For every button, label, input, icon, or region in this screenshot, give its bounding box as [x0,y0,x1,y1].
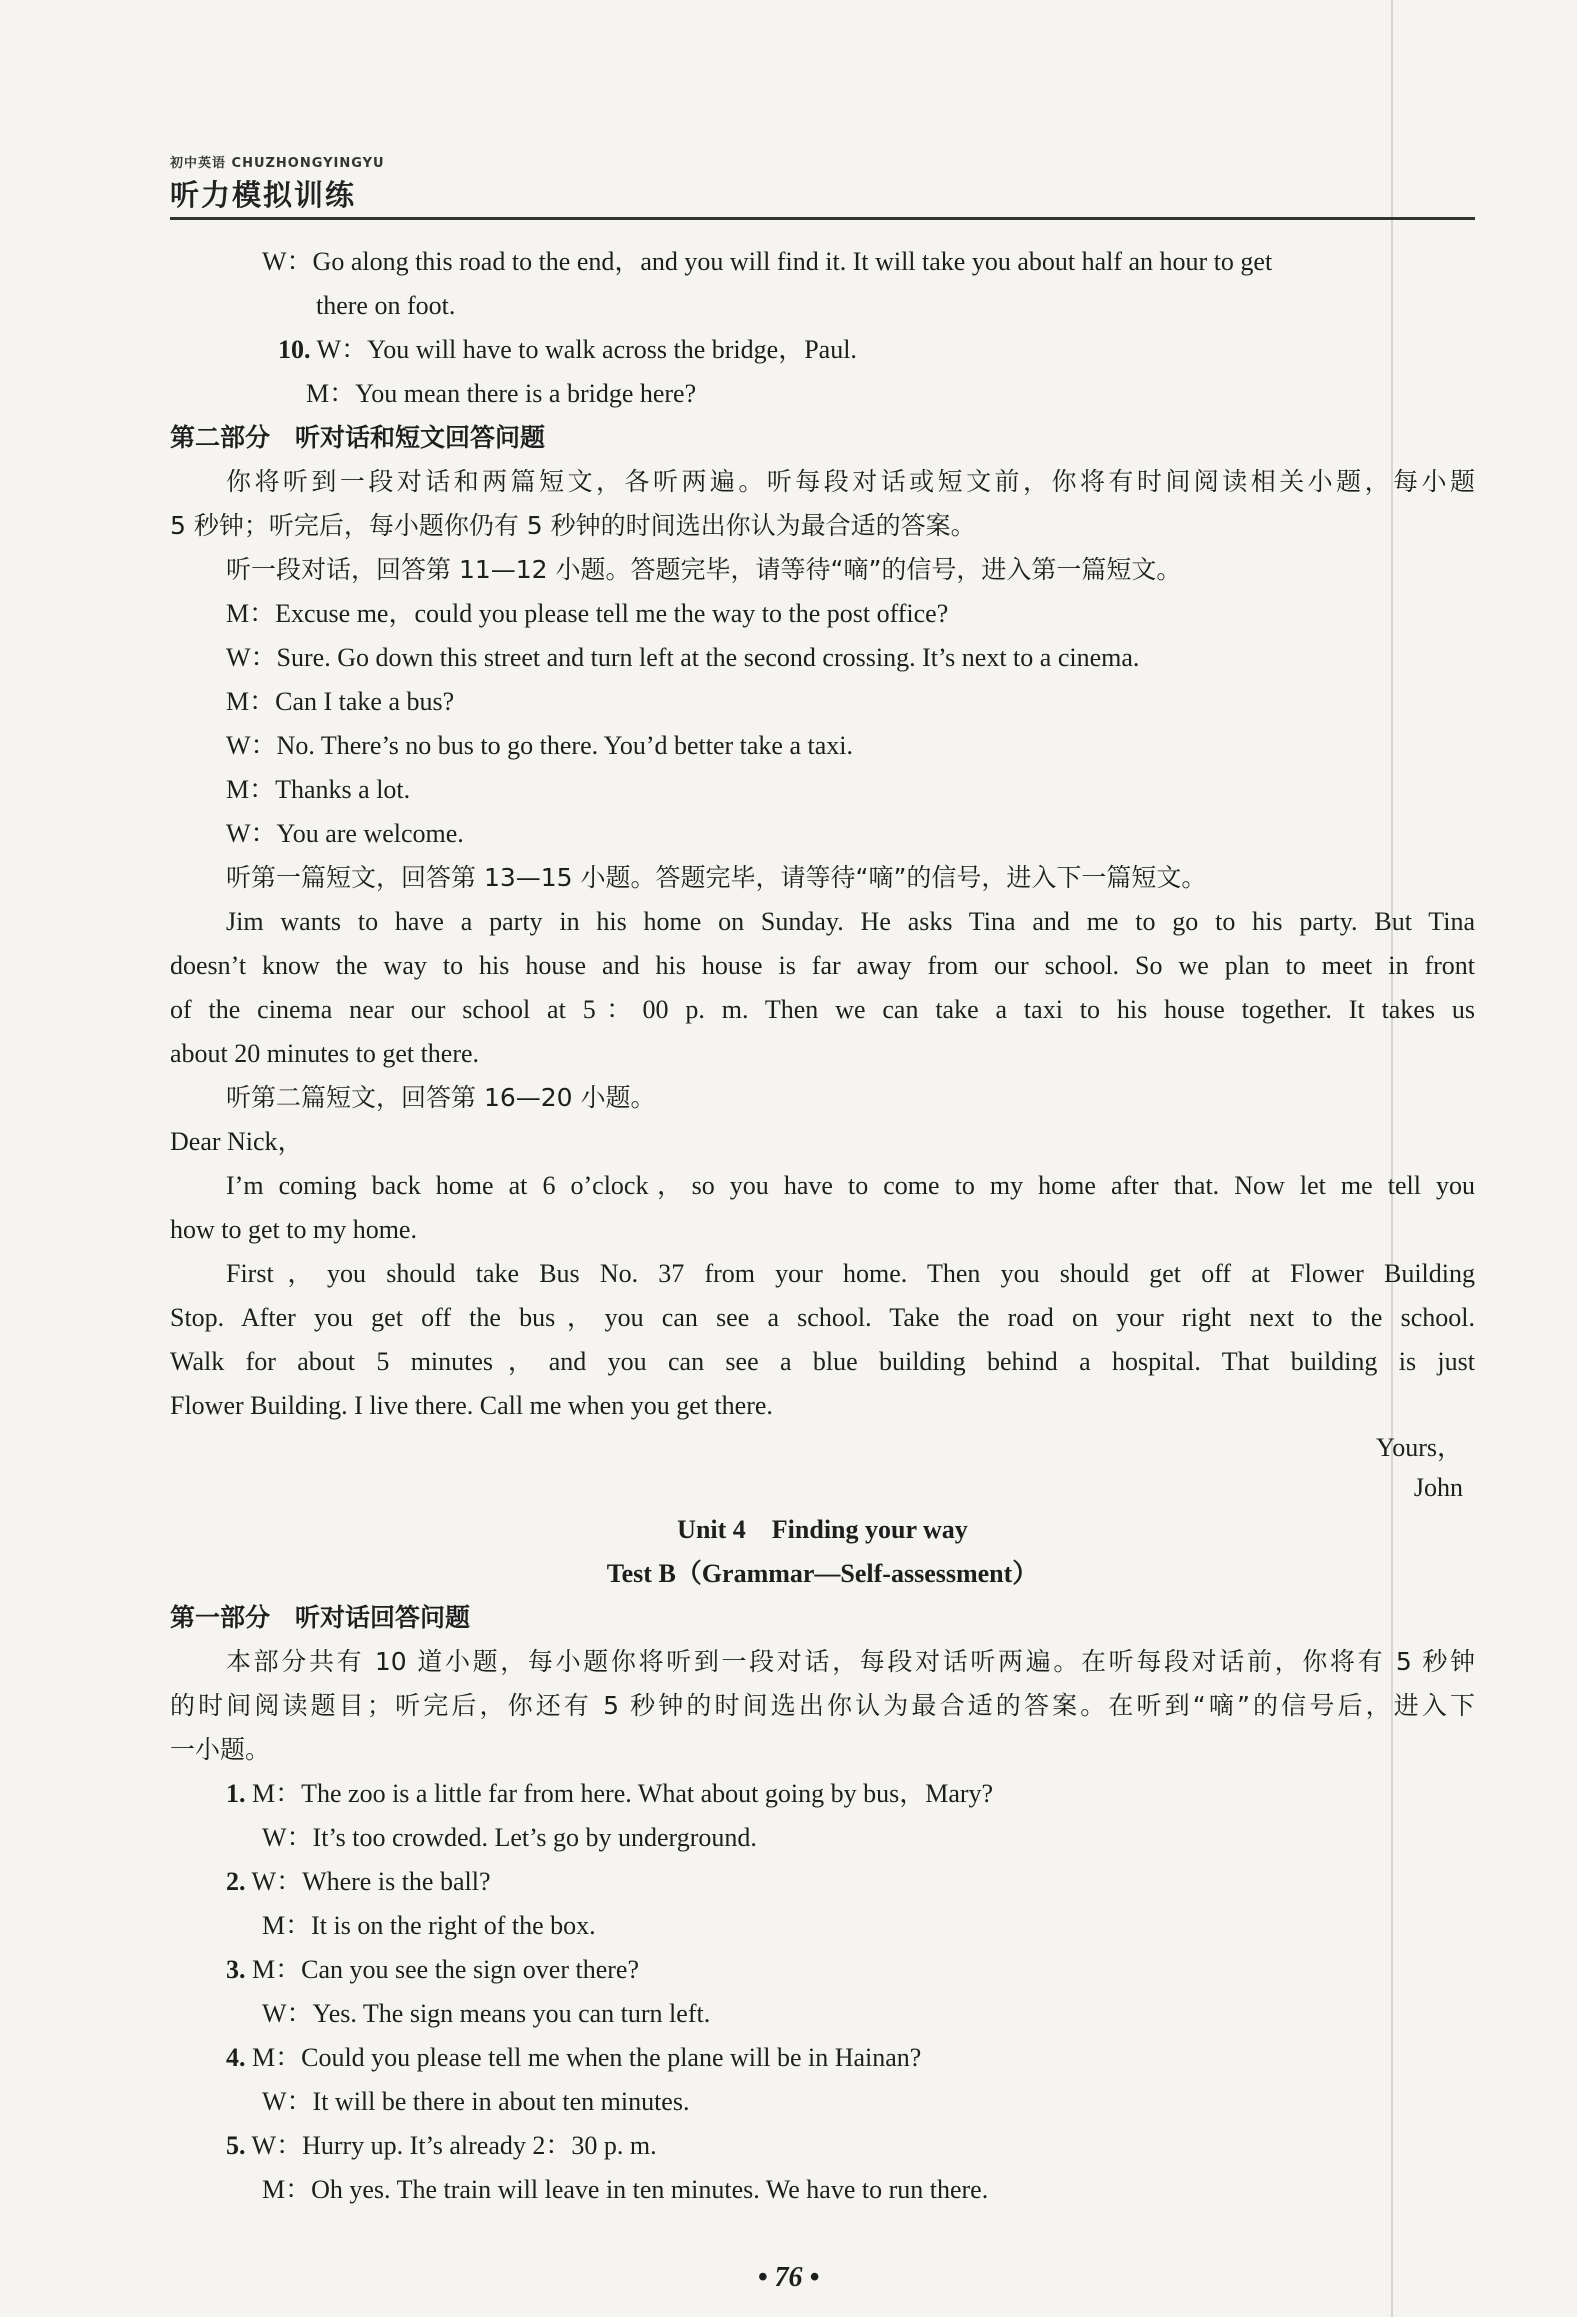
letter-line: Stop. After you get off the bus，you can see a school. Take the road on your right next to the school. [170,1303,1475,1332]
item-number: 5. [226,2131,246,2160]
letter-signature: John [1413,1473,1463,1502]
item-number: 4. [226,2043,246,2072]
dialogue-line: M：The zoo is a little far from here. What about going by bus，Mary? [252,1779,994,1808]
header-label: 初中英语 CHUZHONGYINGYU [170,156,385,171]
passage-line: doesn’t know the way to his house and his house is far away from our school. So we plan to meet in front [170,951,1475,980]
instruction-line: 本部分共有 10 道小题，每小题你将听到一段对话，每段对话听两遍。在听每段对话前，你将有 5 秒钟 [226,1647,1475,1676]
dialogue-line: W：No. There’s no bus to go there. You’d better take a taxi. [226,731,853,760]
page-header [170,152,1475,214]
letter-line: Walk for about 5 minutes，and you can see a blue building behind a hospital. That building is just [170,1347,1475,1376]
dialogue-item-5 [170,2124,1475,2168]
letter-line: how to get to my home. [170,1215,417,1244]
header-title: 听力模拟训练 [170,178,357,212]
dialogue-line: M：Excuse me，could you please tell me the way to the post office? [226,599,949,628]
dialogue-line: W：Hurry up. It’s already 2：30 p. m. [251,2131,657,2160]
dialogue-line: there on foot. [316,291,456,320]
instruction-line: 听一段对话，回答第 11—12 小题。答题完毕，请等待“嘀”的信号，进入第一篇短文。 [226,555,1182,584]
dialogue-item-2 [170,1860,1475,1904]
passage-line: about 20 minutes to get there. [170,1039,480,1068]
dialogue-item-3 [170,1948,1475,1992]
passage-line: of the cinema near our school at 5：00 p. m. Then we can take a taxi to his house together. It takes us [170,995,1475,1024]
dialogue-item-4 [170,2036,1475,2080]
dialogue-line: W：Yes. The sign means you can turn left. [262,1999,711,2028]
dialogue-line: W：Sure. Go down this street and turn left at the second crossing. It’s next to a cinema. [226,643,1140,672]
instruction-line: 5 秒钟；听完后，每小题你仍有 5 秒钟的时间选出你认为最合适的答案。 [170,511,976,540]
dialogue-line: M：You mean there is a bridge here? [306,379,697,408]
letter-line: First，you should take Bus No. 37 from your home. Then you should get off at Flower Building [226,1259,1475,1288]
dialogue-line: M：Could you please tell me when the plane will be in Hainan? [252,2043,922,2072]
instruction-line: 听第二篇短文，回答第 16—20 小题。 [226,1083,656,1112]
dialogue-line: M：It is on the right of the box. [262,1911,596,1940]
letter-greeting: Dear Nick， [170,1127,304,1156]
dialogue-line: W：It’s too crowded. Let’s go by underground. [262,1823,757,1852]
page-number: • 76 • [757,2262,820,2293]
instruction-line: 的时间阅读题目；听完后，你还有 5 秒钟的时间选出你认为最合适的答案。在听到“嘀”的信号后，进入下 [170,1691,1475,1720]
dialogue-line: W：You are welcome. [226,819,464,848]
dialogue-item-10 [170,328,1475,372]
letter-closing: Yours， [1376,1433,1463,1462]
instruction-line: 你将听到一段对话和两篇短文，各听两遍。听每段对话或短文前，你将有时间阅读相关小题，每小题 [226,467,1475,496]
section-heading: 第一部分 听对话回答问题 [170,1603,471,1632]
dialogue-line: M：Can you see the sign over there? [252,1955,640,1984]
unit-title: Unit 4 Finding your way [677,1515,968,1544]
dialogue-line: W：You will have to walk across the bridge，Paul. [316,335,857,364]
instruction-line: 听第一篇短文，回答第 13—15 小题。答题完毕，请等待“嘀”的信号，进入下一篇短文。 [226,863,1207,892]
dialogue-line: M：Thanks a lot. [226,775,411,804]
section-heading: 第二部分 听对话和短文回答问题 [170,423,546,452]
dialogue-item-1 [170,1772,1475,1816]
test-title: Test B（Grammar—Self-assessment） [606,1559,1039,1588]
item-number: 1. [226,1779,246,1808]
page-content [170,240,1475,2212]
item-number: 10. [278,335,311,364]
item-number: 2. [226,1867,246,1896]
item-number: 3. [226,1955,246,1984]
dialogue-line: W：Where is the ball? [251,1867,491,1896]
dialogue-line: M：Can I take a bus? [226,687,455,716]
passage-line: Jim wants to have a party in his home on Sunday. He asks Tina and me to go to his party. But Tina [226,907,1475,936]
header-rule [170,217,1475,220]
instruction-line: 一小题。 [170,1735,271,1764]
dialogue-line: W：It will be there in about ten minutes. [262,2087,690,2116]
letter-line: Flower Building. I live there. Call me when you get there. [170,1391,773,1420]
dialogue-line: M：Oh yes. The train will leave in ten minutes. We have to run there. [262,2175,989,2204]
letter-line: I’m coming back home at 6 o’clock，so you have to come to my home after that. Now let me tell you [226,1171,1475,1200]
dialogue-line: W：Go along this road to the end，and you will find it. It will take you about half an hour to get [262,247,1273,276]
